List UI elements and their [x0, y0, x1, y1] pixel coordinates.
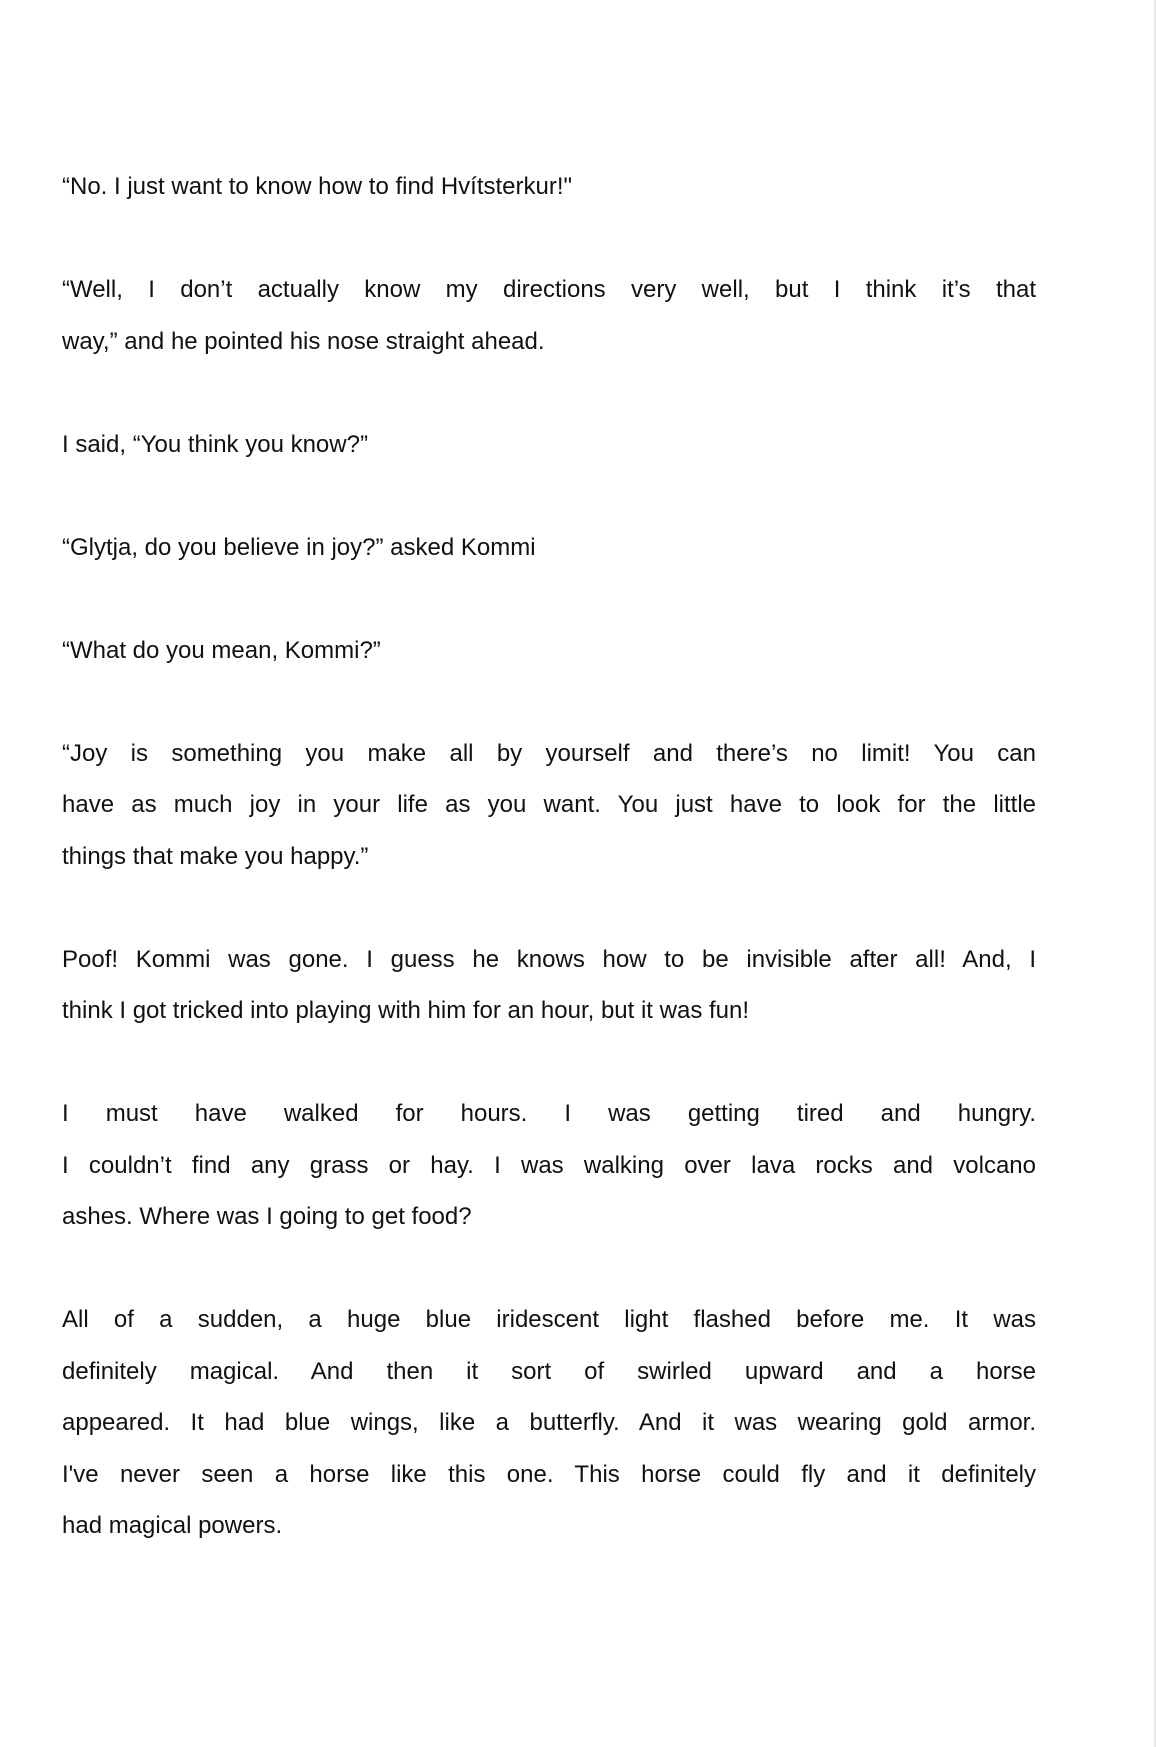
text-line: I couldn’t find any grass or hay. I was walking over lava rocks and volcano	[62, 1151, 1036, 1179]
text-line: had magical powers.	[62, 1512, 283, 1539]
story-paragraph	[62, 934, 1036, 1037]
text-line: things that make you happy.”	[62, 842, 369, 870]
text-line: “Glytja, do you believe in joy?” asked Kommi	[62, 533, 536, 561]
text-line: ashes. Where was I going to get food?	[62, 1203, 472, 1230]
text-line: “No. I just want to know how to find Hvítsterkur!"	[62, 173, 573, 200]
text-line: think I got tricked into playing with him for an hour, but it was fun!	[62, 997, 750, 1024]
text-line: definitely magical. And then it sort of swirled upward and a horse	[62, 1357, 1036, 1385]
story-paragraph	[62, 419, 1036, 471]
text-line: Poof! Kommi was gone. I guess he knows how to be invisible after all! And, I	[62, 945, 1036, 973]
text-line: “What do you mean, Kommi?”	[62, 636, 381, 664]
text-line: I said, “You think you know?”	[62, 430, 368, 458]
text-line: “Joy is something you make all by yourself and there’s no limit! You can	[62, 739, 1036, 767]
text-line: “Well, I don’t actually know my directions very well, but I think it’s that	[62, 276, 1036, 303]
text-line: I've never seen a horse like this one. This horse could fly and it definitely	[62, 1460, 1036, 1488]
story-page	[62, 161, 1036, 1603]
text-line: way,” and he pointed his nose straight ahead.	[62, 327, 545, 355]
story-paragraph	[62, 728, 1036, 883]
text-line: I must have walked for hours. I was getting tired and hungry.	[62, 1100, 1036, 1127]
story-paragraph	[62, 1088, 1036, 1243]
story-paragraph	[62, 522, 1036, 574]
story-paragraph	[62, 625, 1036, 677]
text-line: All of a sudden, a huge blue iridescent light flashed before me. It was	[62, 1306, 1036, 1333]
story-paragraph	[62, 264, 1036, 367]
text-line: have as much joy in your life as you want. You just have to look for the little	[62, 791, 1036, 818]
text-line: appeared. It had blue wings, like a butterfly. And it was wearing gold armor.	[62, 1409, 1036, 1436]
story-paragraph	[62, 161, 1036, 213]
story-paragraph	[62, 1294, 1036, 1552]
